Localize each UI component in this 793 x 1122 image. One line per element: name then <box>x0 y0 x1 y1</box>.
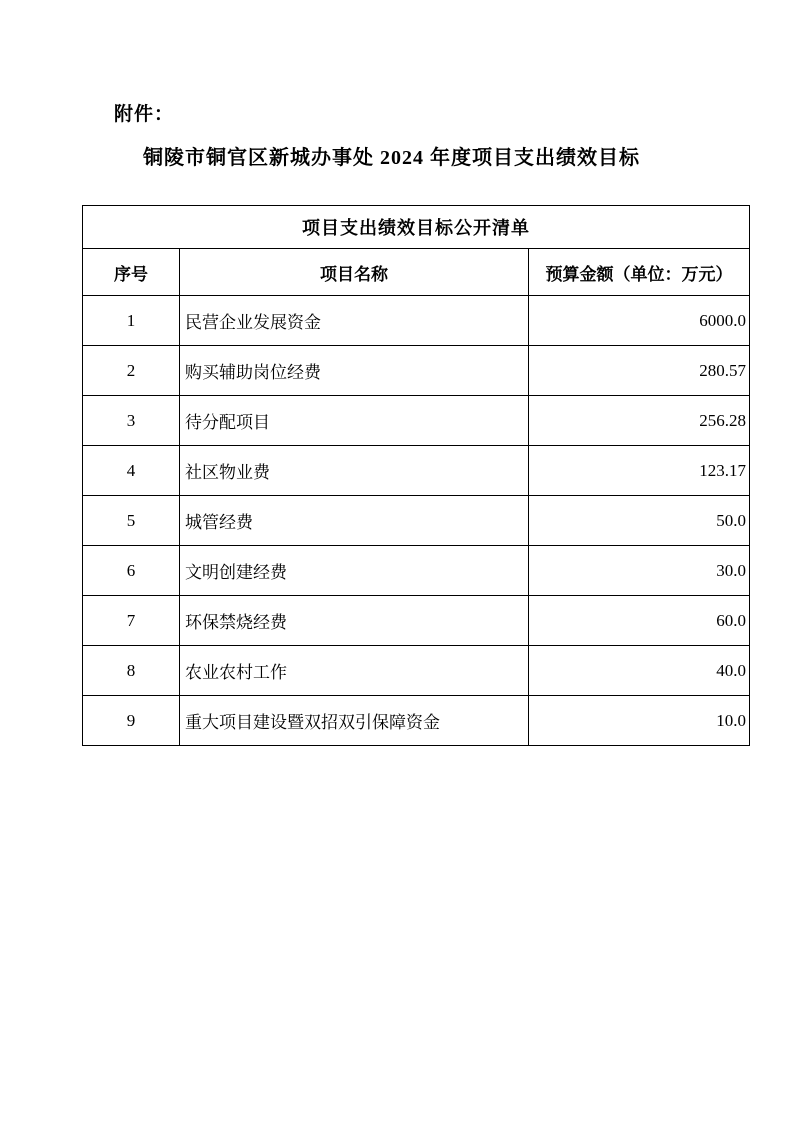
table-row <box>83 446 750 496</box>
row-amount: 280.57 <box>529 346 750 396</box>
row-name: 购买辅助岗位经费 <box>180 346 529 396</box>
table-row <box>83 496 750 546</box>
column-header-no: 序号 <box>83 249 180 296</box>
table-row <box>83 596 750 646</box>
table-row <box>83 296 750 346</box>
row-amount: 123.17 <box>529 446 750 496</box>
row-amount: 30.0 <box>529 546 750 596</box>
row-amount: 40.0 <box>529 646 750 696</box>
table-row <box>83 646 750 696</box>
row-amount: 10.0 <box>529 696 750 746</box>
row-name: 待分配项目 <box>180 396 529 446</box>
table-row <box>83 396 750 446</box>
row-name: 文明创建经费 <box>180 546 529 596</box>
table-row <box>83 696 750 746</box>
row-no: 9 <box>83 696 180 746</box>
row-amount: 6000.0 <box>529 296 750 346</box>
attachment-label: 附件： <box>114 104 175 125</box>
row-amount: 60.0 <box>529 596 750 646</box>
table-header-row <box>83 249 750 296</box>
row-no: 6 <box>83 546 180 596</box>
row-name: 社区物业费 <box>180 446 529 496</box>
table-row <box>83 546 750 596</box>
row-name: 环保禁烧经费 <box>180 596 529 646</box>
column-header-name: 项目名称 <box>180 249 529 296</box>
row-name: 重大项目建设暨双招双引保障资金 <box>180 696 529 746</box>
document-title: 铜陵市铜官区新城办事处 2024 年度项目支出绩效目标 <box>143 147 640 169</box>
row-amount: 50.0 <box>529 496 750 546</box>
column-header-amount: 预算金额（单位：万元） <box>529 249 750 296</box>
table-caption: 项目支出绩效目标公开清单 <box>83 206 750 249</box>
row-name: 城管经费 <box>180 496 529 546</box>
row-no: 8 <box>83 646 180 696</box>
row-amount: 256.28 <box>529 396 750 446</box>
table-caption-row <box>83 206 750 249</box>
row-no: 4 <box>83 446 180 496</box>
performance-target-table <box>82 205 750 746</box>
row-no: 5 <box>83 496 180 546</box>
row-no: 2 <box>83 346 180 396</box>
row-no: 1 <box>83 296 180 346</box>
row-name: 农业农村工作 <box>180 646 529 696</box>
table-row <box>83 346 750 396</box>
row-no: 7 <box>83 596 180 646</box>
row-no: 3 <box>83 396 180 446</box>
row-name: 民营企业发展资金 <box>180 296 529 346</box>
